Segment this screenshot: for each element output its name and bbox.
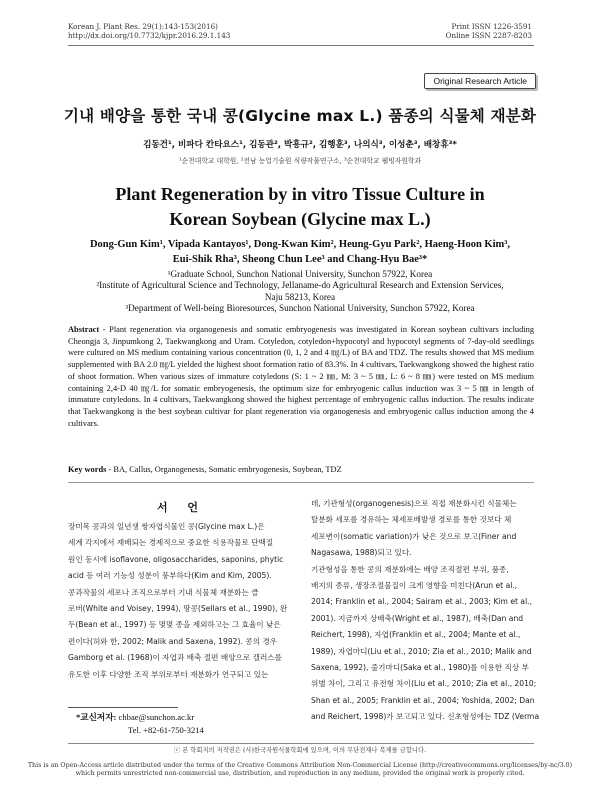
body-line: and Reichert, 1998)가 보고되고 있다. 신초형성에는 TDZ (Verma bbox=[311, 712, 540, 722]
online-issn: Online ISSN 2287-8203 bbox=[445, 31, 532, 40]
body-line: 세포변이(somatic variation)가 낮은 것으로 보고(Finer and bbox=[311, 531, 517, 541]
body-line: 탈분화 세포를 경유하는 체세포배발생 경로를 통한 것보다 체 bbox=[311, 515, 512, 525]
body-line: 기관형성을 통한 콩의 재분화에는 배양 조직절편 부위, 품종, bbox=[311, 564, 509, 574]
body-line: 콩과작물의 세포나 조직으로부터 기내 식물체 재분화는 클 bbox=[68, 587, 259, 597]
korean-title: 기내 배양을 통한 국내 콩(Glycine max L.) 품종의 식물체 재분화 bbox=[63, 107, 537, 125]
english-title bbox=[0, 182, 600, 232]
license-line-2: which permits unrestricted non-commercial use, distribution, and reproduction in any medium, provided the original work is properly cited. bbox=[75, 770, 525, 777]
section-title: 서 언 bbox=[156, 501, 207, 514]
body-line: acid 등 여러 기능성 성분이 풍부하다(Kim and Kim, 2005). bbox=[68, 571, 272, 581]
body-line: Saxena, 1992), 줄기마디(Saka et al., 1980)를 이용한 직상 부 bbox=[311, 663, 529, 673]
journal-citation: Korean J. Plant Res. 29(1):143-153(2016) bbox=[68, 22, 218, 31]
english-authors-line-1: Dong-Gun Kim¹, Vipada Kantayos¹, Dong-Kwan Kim², Heung-Gyu Park², Haeng-Hoon Kim³, bbox=[89, 239, 511, 250]
body-line: Shan et al., 2005; Franklin et al., 2004; Yoshida, 2002; Dan bbox=[311, 695, 535, 705]
english-title-line-2: Korean Soybean (Glycine max L.) bbox=[169, 209, 431, 229]
keywords bbox=[68, 465, 534, 474]
body-line: Gamborg et al. (1968)이 자엽과 배축 절편 배양으로 캘러스를 bbox=[68, 653, 282, 663]
english-affiliations bbox=[0, 269, 600, 314]
article-type-badge: Original Research Article bbox=[424, 73, 536, 89]
abstract-label: Abstract bbox=[68, 325, 100, 334]
body-line: 장미목 콩과의 일년생 쌍자엽식물인 콩(Glycine max L.)은 bbox=[68, 522, 265, 531]
affiliation-1: ¹Graduate School, Sunchon National University, Sunchon 57922, Korea bbox=[167, 269, 433, 279]
english-authors-line-2: Eui-Shik Rha³, Sheong Chun Lee³ and Chang-Hyu Bae³* bbox=[172, 254, 428, 265]
body-line: 1989), 자엽마디(Liu et al., 2010; Zia et al., 2010; Malik and bbox=[311, 646, 532, 656]
corresponding-author bbox=[76, 711, 194, 723]
keywords-text: - BA, Callus, Organogenesis, Somatic embryogenesis, Soybean, TDZ bbox=[108, 465, 342, 474]
body-line: 원인 동시에 isoflavone, oligosaccharides, saponins, phytic bbox=[68, 554, 284, 564]
body-line: 편이다(허와 한, 2002; Malik and Saxena, 1992). 콩의 경우 bbox=[68, 636, 278, 646]
copyright-notice: ⓒ 본 학회지의 저작권은 (사)한국자원식물학회에 있으며, 이의 무단전재나 복제를 금합니다. bbox=[173, 747, 427, 754]
abstract-text: - Plant regeneration via organogenesis and somatic embryogenesis was investigated in Korean soybean cultivars including Cheongja 3, Jinpumkong 2, Taekwangkong and Uram. Cotyledon, cotyledon+hypocotyl and hypocotyl segments of 7-day-old seedlings were cultured on MS medium containing various concentration (0, 1, 2 and 4 ㎎/L) of BA and TDZ. The results showed that MS medium supplemented with BA 2.0 ㎎/L yielded the highest shoot formation ratio of 83.3%. In 4 cultivars, Taekwangkong showed the highest ratio of shoot formation. When various sizes of immature cotyledons (S: 1 ~ 2 ㎜, M: 3 ~ 5 ㎜, L: 6 ~ 8 ㎜) were tested on MS medium containing 2,4-D 40 ㎎/L for somatic embryogenesis, the optimum size for embryogenic callus induction was 3 ~ 5 ㎜ in length of immature cotyledons. In 4 cultivars, Taekwangkong showed the highest percentage of embryogenic callus induction. The results indicate that Taekwangkong is the best soybean cultivar for plant regeneration via organogenesis and embryogenic callus induction among the 4 cultivars. bbox=[68, 325, 535, 428]
doi-link[interactable]: http://dx.doi.org/10.7732/kjpr.2016.29.1.143 bbox=[68, 31, 231, 40]
body-line: Reichert, 1998), 자엽(Franklin et al., 2004; Mante et al., bbox=[311, 630, 521, 640]
body-line: Nagasawa, 1988)되고 있다. bbox=[311, 548, 412, 558]
footnote-tel: Tel. +82-61-750-3214 bbox=[128, 725, 204, 735]
body-line: 세계 각지에서 재배되는 경제적으로 중요한 식용작물로 단백질 bbox=[68, 538, 274, 548]
body-line: 2001). 지금까지 상배축(Wright et al., 1987), 배축(Dan and bbox=[311, 613, 524, 623]
body-line: 2014; Franklin et al., 2004; Sairam et al., 2003; Kim et al., bbox=[311, 597, 533, 607]
left-column bbox=[68, 519, 296, 683]
body-line: 유도한 이후 다양한 조직 부위로부터 재분화가 연구되고 있는 bbox=[68, 669, 269, 679]
right-column bbox=[311, 496, 539, 726]
footnote-email[interactable]: chbae@sunchon.ac.kr bbox=[118, 712, 195, 722]
footer-rule bbox=[68, 743, 534, 744]
footnote-label: *교신저자: bbox=[76, 712, 117, 722]
affiliation-2b: Naju 58213, Korea bbox=[264, 291, 336, 302]
body-line: 데, 기관형성(organogenesis)으로 직접 재분화시킨 식물체는 bbox=[311, 499, 517, 508]
body-line: 두(Bean et al., 1997) 등 몇몇 종을 제외하고는 그 효율이 낮은 bbox=[68, 620, 281, 630]
body-line: 로버(White and Voisey, 1994), 땅콩(Sellars et al., 1990), 완 bbox=[68, 604, 288, 614]
keywords-label: Key words bbox=[68, 465, 107, 474]
abstract bbox=[68, 324, 534, 429]
korean-affiliations: ¹순천대학교 대학원, ²전남 농업기술원 식량작물연구소, ³순천대학교 웰빙자원학과 bbox=[178, 157, 422, 165]
body-line: 위별 차이, 그리고 유전형 차이(Liu et al., 2010; Zia et al., 2010; bbox=[311, 679, 537, 689]
license-line-1: This is an Open-Access article distributed under the terms of the Creative Commons Attribution Non-Commercial License (http://creativecommons.org/licenses/by-nc/3.0) bbox=[27, 762, 573, 769]
header-rule bbox=[68, 45, 534, 46]
keywords-rule bbox=[68, 482, 534, 483]
english-title-line-1: Plant Regeneration by in vitro Tissue Culture in bbox=[115, 184, 485, 204]
korean-authors: 김동건¹, 비파다 칸타요스¹, 김동관², 박흥규², 김행훈³, 나의식³, 이성춘³, 배창휴³* bbox=[143, 140, 457, 150]
print-issn: Print ISSN 1226-3591 bbox=[451, 22, 532, 31]
english-authors bbox=[0, 237, 600, 267]
affiliation-3: ³Department of Well-being Bioresources, Sunchon National University, Sunchon 57922, Korea bbox=[125, 302, 475, 313]
footnote-rule bbox=[68, 707, 178, 708]
affiliation-2a: ²Institute of Agricultural Science and Technology, Jellaname-do Agricultural Research and Extension Services, bbox=[96, 280, 504, 291]
body-line: 배지의 종류, 생장조절물질이 크게 영향을 미친다(Arun et al., bbox=[311, 581, 518, 591]
